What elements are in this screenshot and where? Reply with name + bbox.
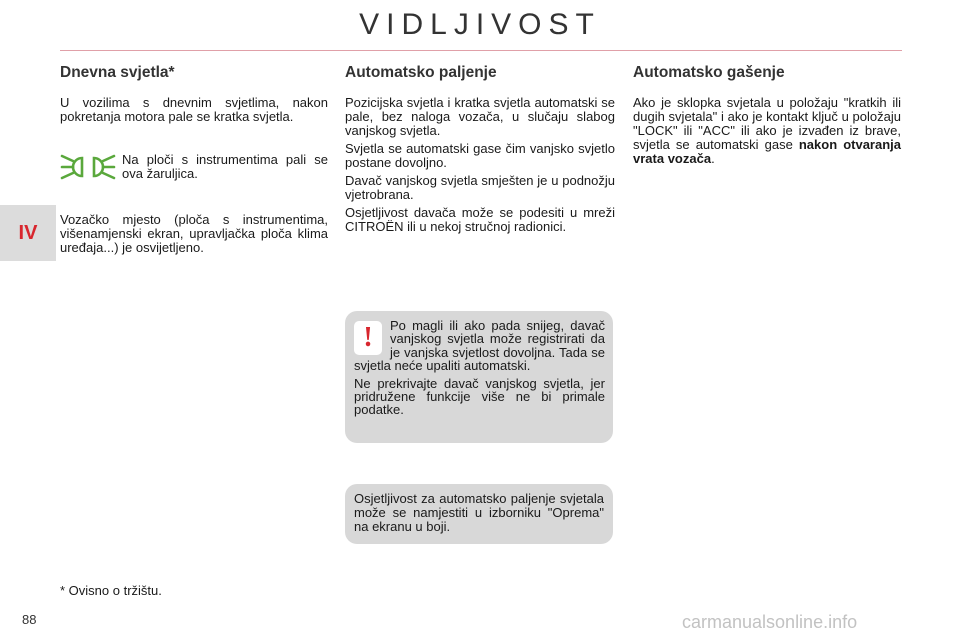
lamp-description: Na ploči s instrumentima pali se ova žaruljica. (122, 152, 328, 181)
automatic-on-paragraph-3: Davač vanjskog svjetla smješten je u podnožju vjetrobrana. (345, 173, 615, 202)
warning-paragraph-2: Ne prekrivajte davač vanjskog svjetla, jer pridružene funkcije više ne bi primale podatke. (354, 375, 605, 418)
footnote: * Ovisno o tržištu. (60, 583, 162, 598)
daytime-running-lamp-icon (60, 152, 116, 182)
cockpit-lighting-paragraph: Vozačko mjesto (ploča s instrumentima, višenamjenski ekran, upravljačka ploča klima uređaja...) je osvijetljeno. (60, 212, 328, 255)
chapter-tab-label: IV (18, 221, 38, 244)
warning-box (345, 311, 613, 443)
section-heading-automatic-off: Automatsko gašenje (633, 64, 785, 81)
title-divider (60, 50, 902, 51)
automatic-off-text: Ako je sklopka svjetala u položaju "kratkih ili dugih svjetala" i ako je kontakt ključ u položaju "LOCK" ili "ACC" ili ako je izvađen iz brave, svjetla se automatski gase (633, 95, 901, 152)
automatic-on-paragraph-1: Pozicijska svjetla i kratka svjetla automatski se pale, bez naloga vozača, u slučaju slabog vanjskog svjetla. (345, 95, 615, 138)
automatic-on-paragraph-4: Osjetljivost davača može se podesiti u mreži CITROËN ili u nekoj stručnoj radionici. (345, 205, 615, 234)
warning-paragraph-1: Po magli ili ako pada snijeg, davač vanjskog svjetla može registrirati da je vanjska svjetlost dovoljna. Tada se svjetla neće upaliti automatski. (354, 318, 605, 374)
page-number: 88 (22, 612, 37, 627)
info-box (345, 484, 613, 544)
page-title: VIDLJIVOST (359, 8, 601, 41)
automatic-off-end: . (711, 151, 715, 166)
column-automatic-off (633, 64, 901, 170)
column-automatic-on (345, 64, 615, 238)
warning-icon: ! (354, 321, 382, 355)
daytime-lights-paragraph: U vozilima s dnevnim svjetlima, nakon pokretanja motora pale se kratka svjetla. (60, 95, 328, 124)
watermark: carmanualsonline.info (682, 612, 858, 632)
section-heading-automatic-on: Automatsko paljenje (345, 64, 497, 81)
lamp-row (60, 152, 328, 185)
automatic-off-paragraph (633, 96, 901, 166)
automatic-on-paragraph-2: Svjetla se automatski gase čim vanjsko svjetlo postane dovoljno. (345, 141, 615, 170)
chapter-tab (0, 205, 56, 261)
automatic-off-emphasis: nakon otvaranja vrata vozača (633, 137, 901, 166)
info-paragraph: Osjetljivost za automatsko paljenje svjetala može se namjestiti u izborniku "Oprema" na ekranu u boji. (354, 491, 604, 534)
column-daytime-lights (60, 64, 328, 259)
section-heading-daytime-lights: Dnevna svjetla* (60, 64, 175, 81)
